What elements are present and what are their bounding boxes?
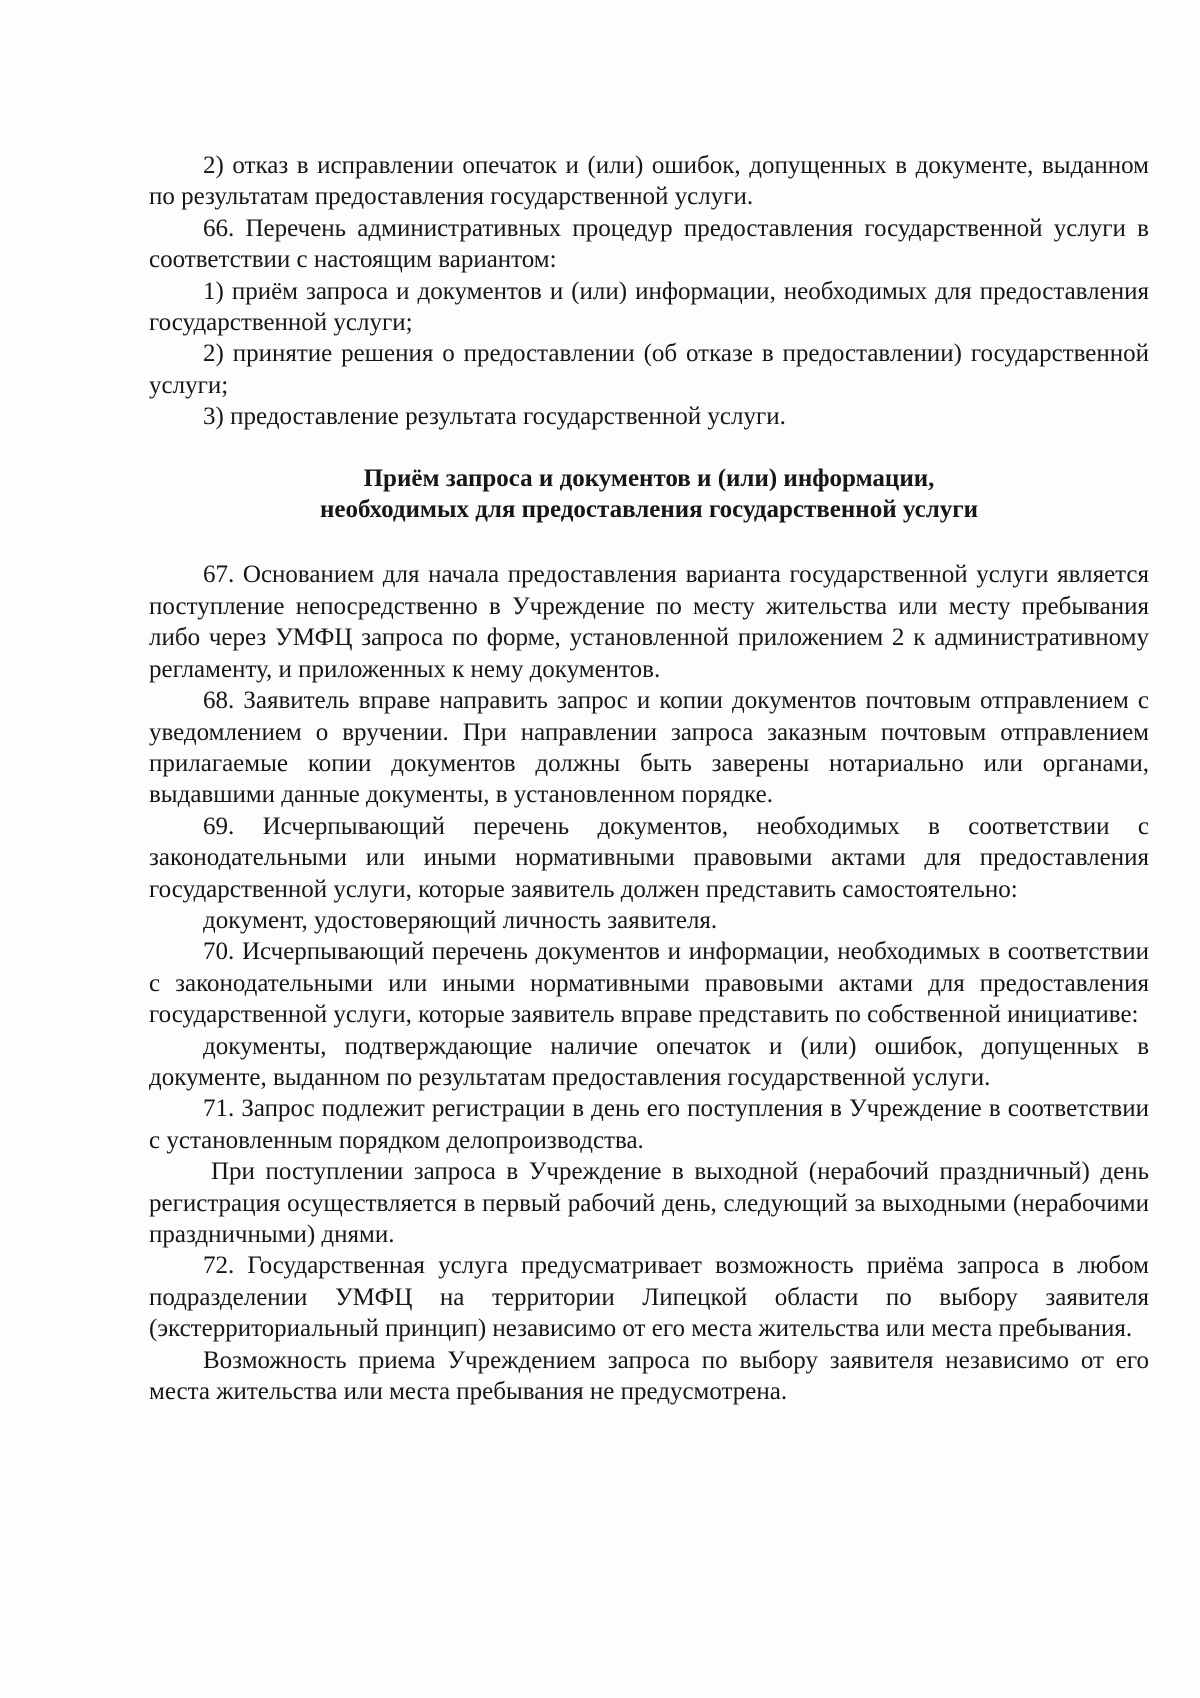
paragraph-procedure-3: 3) предоставление результата государственной услуги. bbox=[203, 403, 786, 431]
spacer bbox=[149, 525, 1149, 559]
paragraph-67: 67. Основанием для начала предоставления варианта государственной услуги является поступление непосредственно в Учреждение по месту жительства или месту пребывания либо через УМФЦ запроса по форме, установленной приложением 2 к административному регламенту, и приложенных к нему документов. bbox=[149, 561, 1149, 683]
paragraph-procedure-1: 1) приём запроса и документов и (или) информации, необходимых для предоставления государственной услуги; bbox=[149, 277, 1149, 337]
paragraph-refusal-correction: 2) отказ в исправлении опечаток и (или) ошибок, допущенных в документе, выданном по результатам предоставления государственной услуги. bbox=[149, 152, 1149, 211]
paragraph-68: 68. Заявитель вправе направить запрос и копии документов почтовым отправлением с уведомлением о вручении. При направлении запроса заказным почтовым отправлением прилагаемые копии документов должны быть заверены нотариально или органами, выдавшими данные документы, в установленном порядке. bbox=[149, 687, 1149, 809]
spacer bbox=[149, 433, 1149, 463]
paragraph-72: 72. Государственная услуга предусматривает возможность приёма запроса в любом подразделении УМФЦ на территории Липецкой области по выбору заявителя (экстерриториальный принцип) независимо от его места жительства или места пребывания. bbox=[149, 1252, 1149, 1343]
paragraph-holiday-registration: При поступлении запроса в Учреждение в выходной (нерабочий праздничный) день регистрация осуществляется в первый рабочий день, следующий за выходными (нерабочими праздничными) днями. bbox=[149, 1158, 1149, 1248]
paragraph-typo-documents: документы, подтверждающие наличие опечаток и (или) ошибок, допущенных в документе, выданном по результатам предоставления государственной услуги. bbox=[149, 1032, 1149, 1091]
paragraph-71: 71. Запрос подлежит регистрации в день его поступления в Учреждение в соответствии с установленным порядком делопроизводства. bbox=[149, 1095, 1149, 1154]
paragraph-70: 70. Исчерпывающий перечень документов и информации, необходимых в соответствии с законодательными или иными нормативными правовыми актами для предоставления государственной услуги, которые заявитель вправе представить по собственной инициативе: bbox=[149, 938, 1149, 1029]
document-body bbox=[149, 150, 1149, 1407]
paragraph-procedure-2: 2) принятие решения о предоставлении (об отказе в предоставлении) государственной услуги; bbox=[149, 340, 1149, 399]
paragraph-identity-document: документ, удостоверяющий личность заявителя. bbox=[203, 906, 718, 934]
paragraph-no-extraterritorial: Возможность приема Учреждением запроса по выбору заявителя независимо от его места жительства или места пребывания не предусмотрена. bbox=[149, 1346, 1149, 1406]
section-heading-line-1: Приём запроса и документов и (или) информации, bbox=[363, 464, 935, 492]
paragraph-66: 66. Перечень административных процедур предоставления государственной услуги в соответствии с настоящим вариантом: bbox=[149, 214, 1149, 274]
section-heading-line-2: необходимых для предоставления государственной услуги bbox=[320, 496, 978, 524]
paragraph-69: 69. Исчерпывающий перечень документов, необходимых в соответствии с законодательными или иными нормативными правовыми актами для предоставления государственной услуги, которые заявитель должен представить самостоятельно: bbox=[149, 812, 1149, 903]
